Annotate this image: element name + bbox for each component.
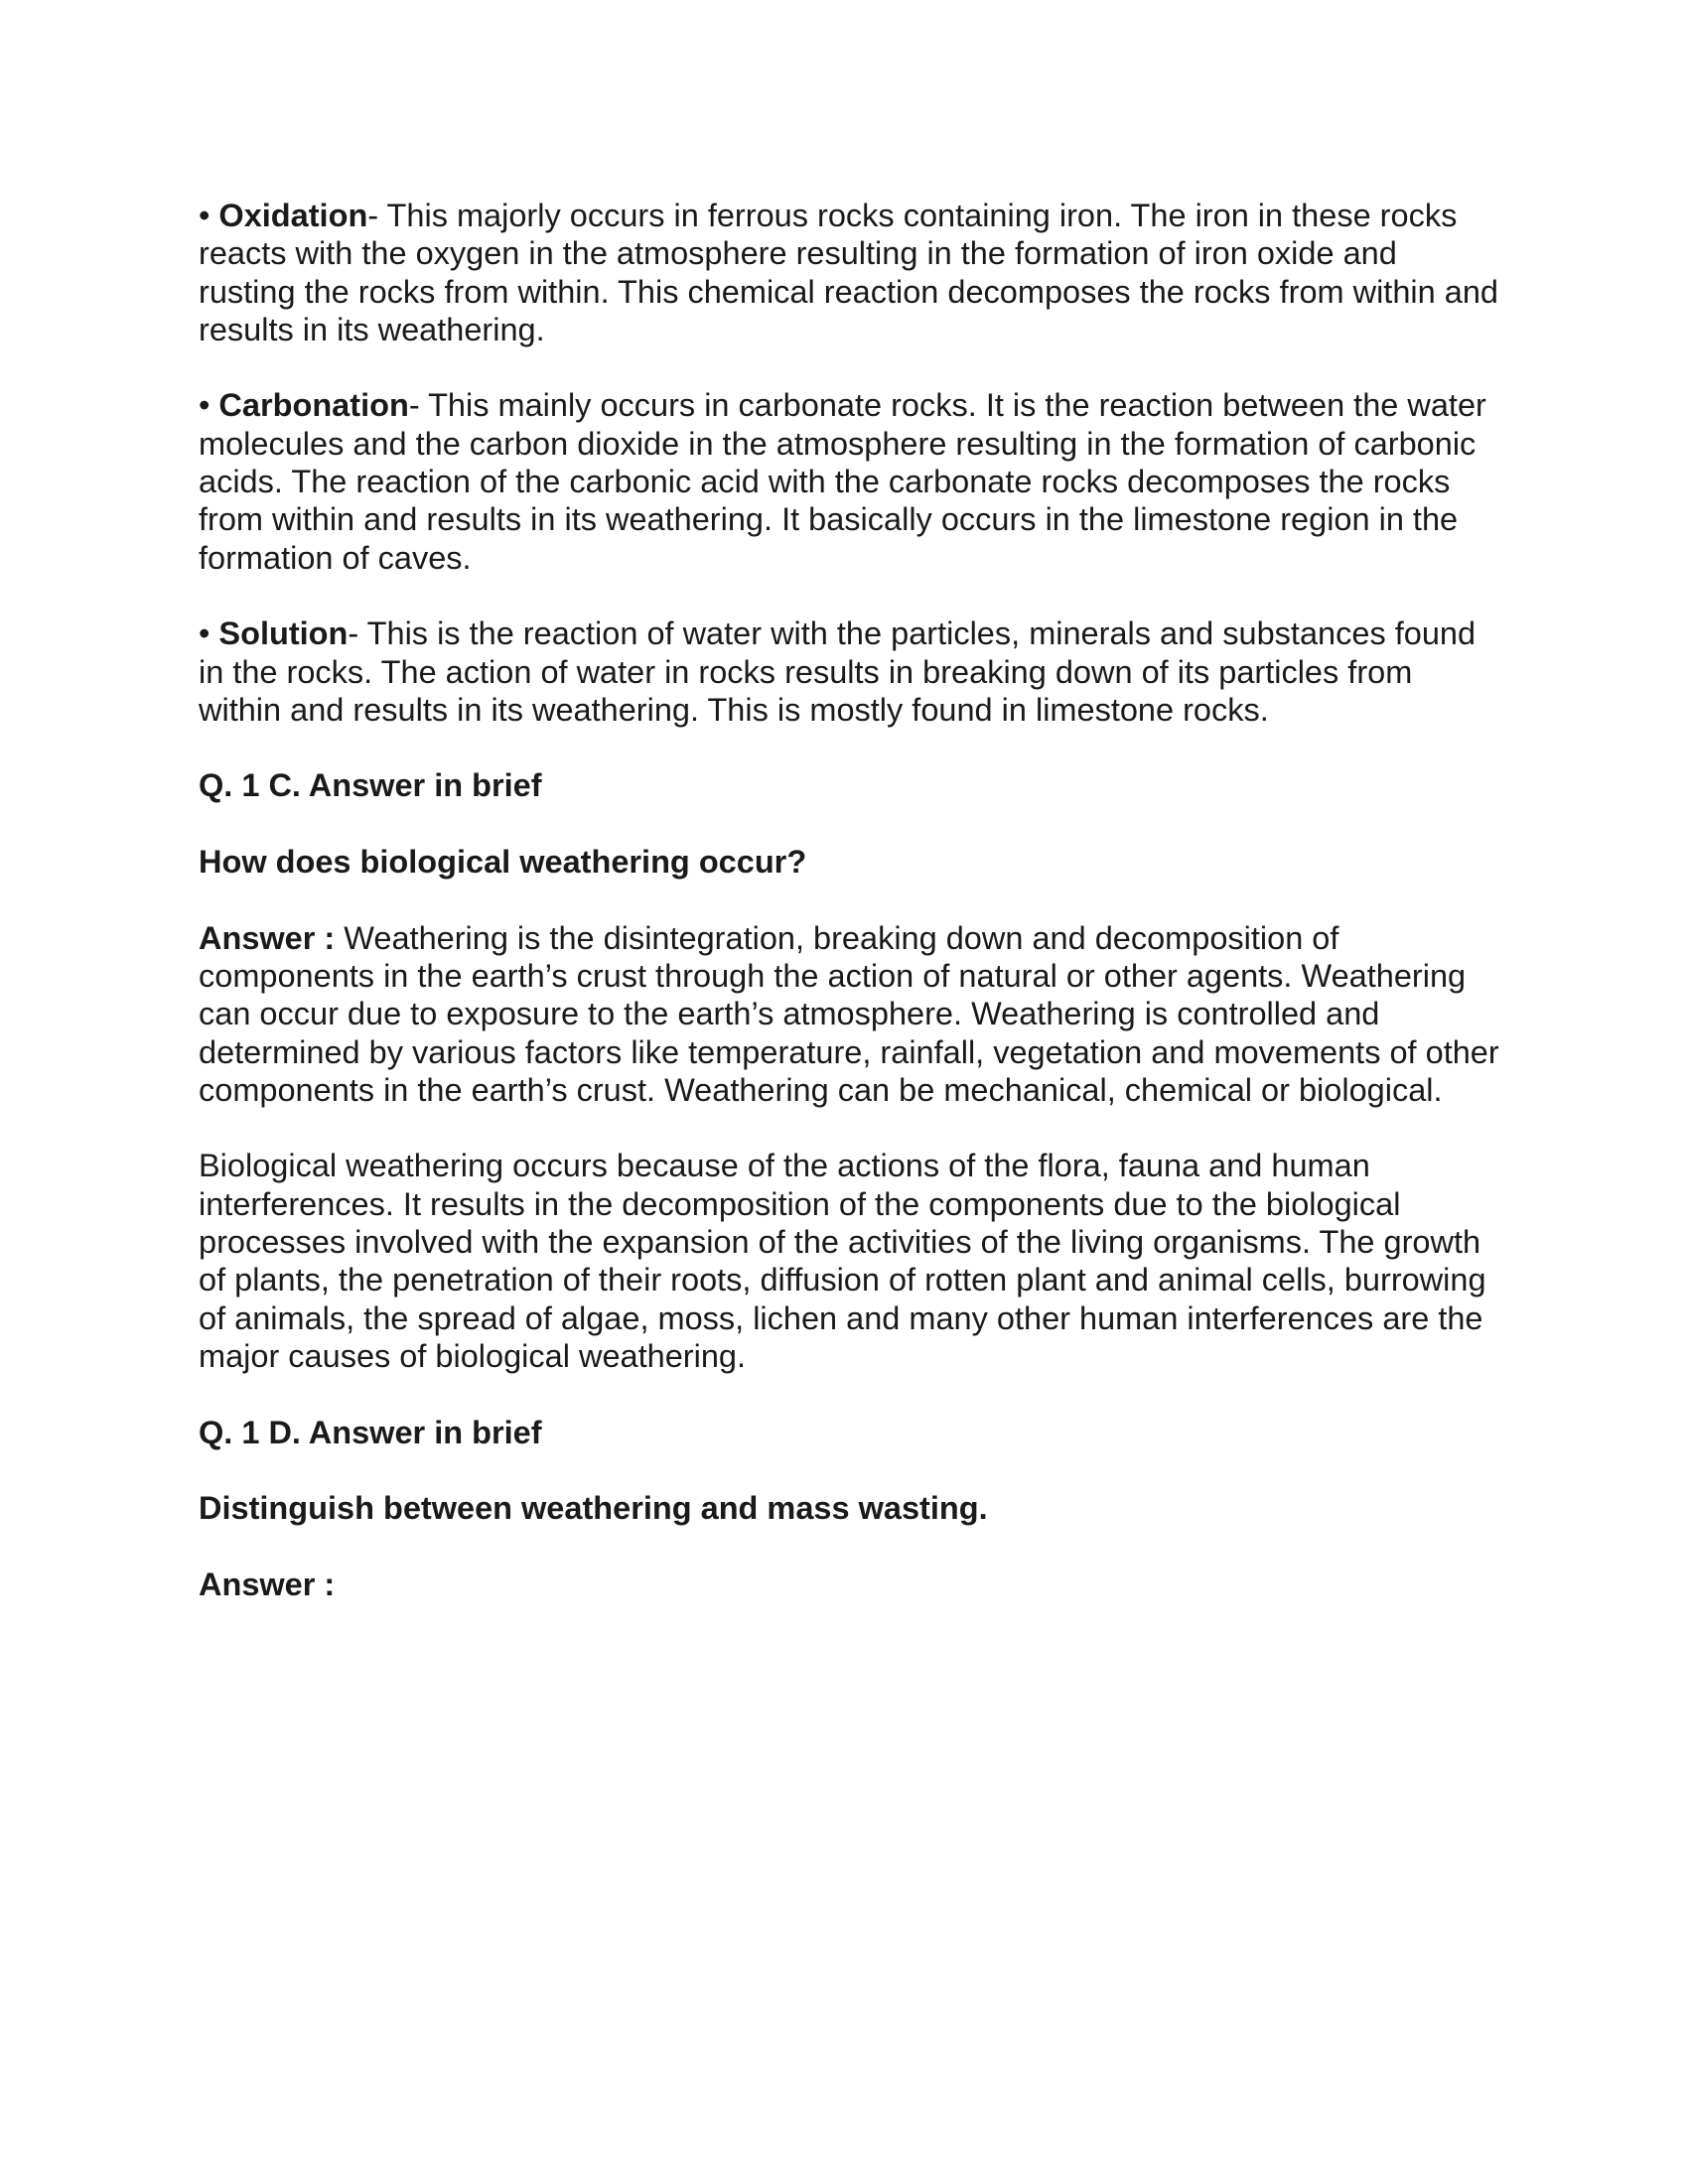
q1c-answer-text: Weathering is the disintegration, breaking down and decomposition of components in the earth’s crust through the action of natural or other agents. Weathering can occur due to exposure to the earth’s atmosphere. Weathering is controlled and determined by various factors like temperature, rainfall, vegetation and movements of other components in the earth’s crust. Weathering can be mechanical, chemical or biological.	[199, 919, 1499, 1108]
oxidation-paragraph	[199, 197, 1499, 348]
q1d-answer-label: Answer :	[199, 1566, 336, 1602]
q1c-question: How does biological weathering occur?	[199, 844, 807, 881]
q1d-question: Distinguish between weathering and mass wasting.	[199, 1490, 988, 1527]
term-oxidation: Oxidation	[218, 198, 368, 233]
term-solution: Solution	[218, 615, 349, 652]
q1d-heading: Q. 1 D. Answer in brief	[199, 1414, 542, 1450]
carbonation-paragraph	[199, 386, 1499, 576]
q1c-answer-paragraph	[199, 919, 1499, 1109]
bullet: •	[199, 198, 219, 233]
solution-paragraph	[199, 614, 1499, 729]
page-content	[199, 197, 1499, 1641]
q1c-heading: Q. 1 C. Answer in brief	[199, 767, 542, 804]
oxidation-text: - This majorly occurs in ferrous rocks containing iron. The iron in these rocks reacts with the oxygen in the atmosphere resulting in the formation of iron oxide and rusting the rocks from within. This chemical reaction decomposes the rocks from within and results in its weathering.	[199, 198, 1498, 347]
answer-label: Answer :	[199, 919, 345, 956]
bullet: •	[199, 387, 219, 424]
solution-text: - This is the reaction of water with the particles, minerals and substances found in the rocks. The action of water in rocks results in breaking down of its particles from within and results in its weathering. This is mostly found in limestone rocks.	[199, 615, 1477, 728]
carbonation-text: - This mainly occurs in carbonate rocks. It is the reaction between the water molecules and the carbon dioxide in the atmosphere resulting in the formation of carbonic acids. The reaction of the carbonic acid with the carbonate rocks decomposes the rocks from within and results in its weathering. It basically occurs in the limestone region in the formation of caves.	[199, 387, 1486, 576]
bullet: •	[199, 615, 219, 652]
term-carbonation: Carbonation	[218, 387, 409, 424]
q1c-biological-paragraph: Biological weathering occurs because of the actions of the flora, fauna and human interferences. It results in the decomposition of the components due to the biological processes involved with the expansion of the activities of the living organisms. The growth of plants, the penetration of their roots, diffusion of rotten plant and animal cells, burrowing of animals, the spread of algae, moss, lichen and many other human interferences are the major causes of biological weathering.	[199, 1148, 1486, 1374]
